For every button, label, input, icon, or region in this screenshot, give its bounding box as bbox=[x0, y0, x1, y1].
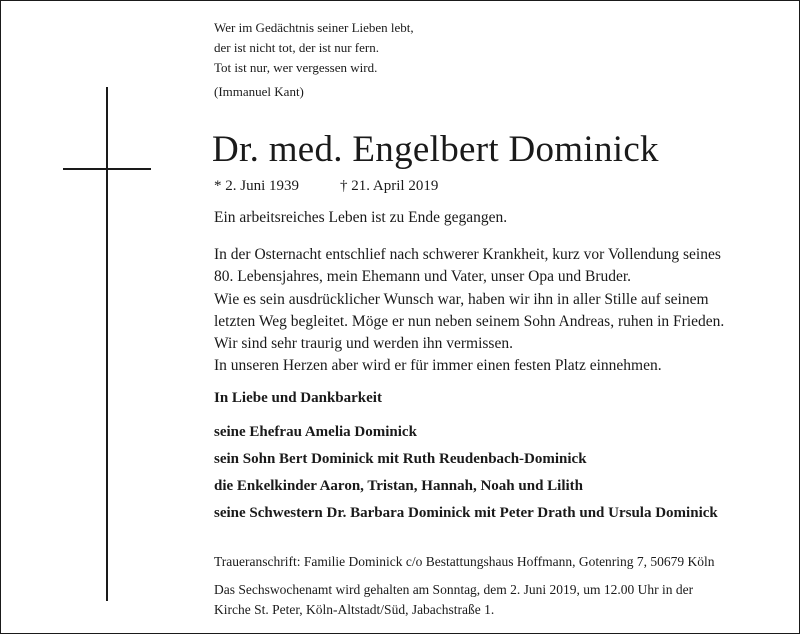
quote-line: der ist nicht tot, der ist nur fern. bbox=[214, 40, 379, 55]
mourner-item: seine Ehefrau Amelia Dominick bbox=[214, 424, 417, 440]
cross-icon-vertical bbox=[106, 87, 108, 601]
mourner-item: seine Schwestern Dr. Barbara Dominick mit Peter Drath und Ursula Dominick bbox=[214, 505, 718, 521]
paragraph-1 bbox=[214, 244, 721, 288]
paragraph-line: letzten Weg begleitet. Möge er nun neben seinem Sohn Andreas, ruhen in Frieden. bbox=[214, 313, 725, 330]
mourners-heading: In Liebe und Dankbarkeit bbox=[214, 390, 382, 406]
mourner-item: sein Sohn Bert Dominick mit Ruth Reudenbach-Dominick bbox=[214, 451, 587, 467]
intro-text: Ein arbeitsreiches Leben ist zu Ende gegangen. bbox=[214, 209, 508, 226]
quote bbox=[214, 18, 414, 78]
mourning-address: Traueranschrift: Familie Dominick c/o Bestattungshaus Hoffmann, Gotenring 7, 50679 Köln bbox=[214, 554, 715, 569]
cross-icon-horizontal bbox=[63, 168, 151, 170]
paragraph-line: In der Osternacht entschlief nach schwerer Krankheit, kurz vor Vollendung seines bbox=[214, 246, 721, 263]
quote-line: Wer im Gedächtnis seiner Lieben lebt, bbox=[214, 20, 414, 35]
birth-date: * 2. Juni 1939 bbox=[214, 178, 300, 194]
death-date: † 21. April 2019 bbox=[340, 178, 439, 194]
service-line: Kirche St. Peter, Köln-Altstadt/Süd, Jabachstraße 1. bbox=[214, 602, 495, 617]
quote-line: Tot ist nur, wer vergessen wird. bbox=[214, 60, 378, 75]
quote-author: (Immanuel Kant) bbox=[214, 84, 304, 99]
service-notice bbox=[214, 580, 693, 620]
service-line: Das Sechswochenamt wird gehalten am Sonntag, dem 2. Juni 2019, um 12.00 Uhr in der bbox=[214, 582, 694, 597]
paragraph-line: Wie es sein ausdrücklicher Wunsch war, haben wir ihn in aller Stille auf seinem bbox=[214, 291, 709, 308]
paragraph-line: Wir sind sehr traurig und werden ihn vermissen. bbox=[214, 335, 513, 352]
deceased-name: Dr. med. Engelbert Dominick bbox=[212, 129, 659, 170]
paragraph-line: 80. Lebensjahres, mein Ehemann und Vater, unser Opa und Bruder. bbox=[214, 268, 632, 285]
paragraph-2 bbox=[214, 289, 724, 333]
mourner-item: die Enkelkinder Aaron, Tristan, Hannah, Noah und Lilith bbox=[214, 478, 584, 494]
paragraph-3 bbox=[214, 333, 662, 377]
paragraph-line: In unseren Herzen aber wird er für immer einen festen Platz einnehmen. bbox=[214, 357, 662, 374]
